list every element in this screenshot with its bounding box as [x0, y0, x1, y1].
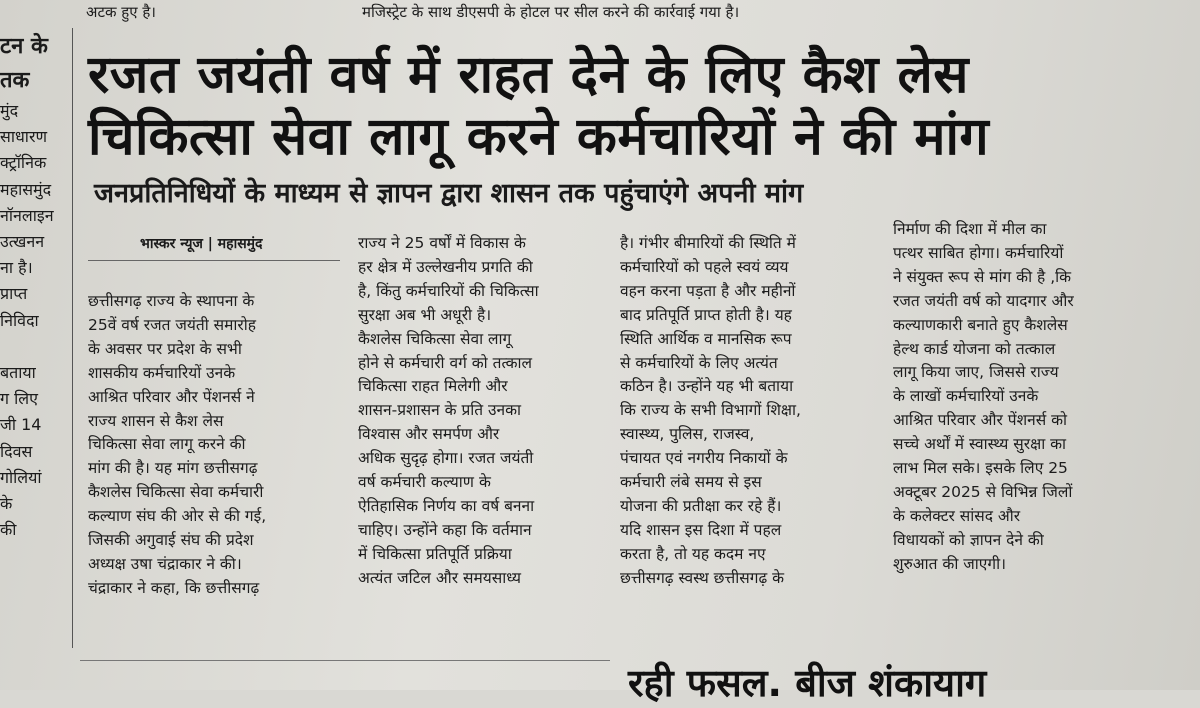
text-line: कैशलेस चिकित्सा सेवा कर्मचारी	[88, 483, 264, 502]
text-line: के अवसर पर प्रदेश के सभी	[88, 339, 242, 358]
text-line: बाद प्रतिपूर्ति प्राप्त होती है। यह	[620, 305, 792, 324]
adjacent-line	[0, 334, 66, 360]
text-line: हेल्थ कार्ड योजना को तत्काल	[893, 339, 1056, 358]
text-line: वहन करना पड़ता है और महीनों	[620, 281, 796, 300]
previous-story-strip	[0, 0, 1200, 26]
next-story-headline-fragment: रही फसल. बीज शंकायाग	[628, 661, 987, 705]
text-line: लाभ मिल सके। इसके लिए 25	[893, 459, 1068, 478]
text-line: रजत जयंती वर्ष को यादगार और	[893, 291, 1074, 310]
text-line: शासकीय कर्मचारियों उनके	[88, 363, 236, 382]
bottom-divider	[80, 660, 610, 661]
text-line: निर्माण की दिशा में मील का	[893, 220, 1047, 238]
article-column-3	[620, 232, 876, 591]
byline-divider	[88, 260, 340, 261]
text-line: विश्वास और समर्पण और	[358, 425, 500, 444]
text-line: पंचायत एवं नगरीय निकायों के	[620, 449, 788, 468]
text-line: कर्मचारियों को पहले स्वयं व्यय	[620, 257, 789, 276]
text-line: राज्य ने 25 वर्षों में विकास के	[358, 234, 526, 252]
text-line: अक्टूबर 2025 से विभिन्न जिलों	[893, 482, 1073, 501]
text-line: योजना की प्रतीक्षा कर रहे हैं।	[620, 496, 782, 515]
byline: भास्कर न्यूज | महासमुंद	[140, 236, 263, 252]
text-line: के लाखों कर्मचारियों उनके	[893, 387, 1039, 406]
adjacent-line: मुंद	[0, 101, 19, 120]
text-line: हर क्षेत्र में उल्लेखनीय प्रगति की	[358, 257, 533, 276]
adjacent-line: प्राप्त	[0, 284, 28, 304]
adjacent-line: बताया	[0, 363, 36, 383]
adjacent-line: महासमुंद	[0, 179, 52, 199]
adjacent-line: क्ट्रॉनिक	[0, 153, 47, 173]
article-column-2	[358, 232, 606, 591]
adjacent-line: ग लिए	[0, 389, 38, 409]
text-line: विधायकों को ज्ञापन देने की	[893, 530, 1044, 549]
text-line: छत्तीसगढ़ स्वस्थ छत्तीसगढ़ के	[620, 568, 785, 587]
previous-story-fragment-right: मजिस्ट्रेट के साथ डीएसपी के होटल पर सील करने की कार्रवाई गया है।	[362, 3, 740, 21]
adjacent-line: जी 14	[0, 415, 42, 435]
adjacent-line: निविदा	[0, 310, 39, 330]
text-line: लागू किया जाए, जिससे राज्य	[893, 363, 1059, 382]
text-line: है, किंतु कर्मचारियों की चिकित्सा	[358, 281, 539, 300]
adjacent-line: की	[0, 520, 17, 540]
article-column-4	[893, 218, 1143, 577]
text-line: मांग की है। यह मांग छत्तीसगढ़	[88, 459, 258, 478]
text-line: अत्यंत जटिल और समयसाध्य	[358, 568, 522, 587]
text-line: कर्मचारी लंबे समय से इस	[620, 473, 762, 492]
text-line: ऐतिहासिक निर्णय का वर्ष बनना	[358, 496, 535, 515]
text-line: करता है, तो यह कदम नए	[620, 544, 766, 563]
text-line: आश्रित परिवार और पेंशनर्स को	[893, 411, 1068, 430]
text-line: यदि शासन इस दिशा में पहल	[620, 520, 782, 539]
adjacent-line: तक	[0, 68, 30, 93]
text-line: सुरक्षा अब भी अधूरी है।	[358, 305, 492, 324]
text-line: कल्याणकारी बनाते हुए कैशलेस	[893, 315, 1068, 334]
headline-line-2: चिकित्सा सेवा लागू करने कर्मचारियों ने की मांग	[88, 107, 990, 167]
column-divider	[72, 28, 73, 648]
article-column-1	[88, 290, 340, 601]
text-line: के कलेक्टर सांसद और	[893, 506, 1021, 525]
article-headline	[88, 44, 1118, 168]
text-line: ने संयुक्त रूप से मांग की है ,कि	[893, 267, 1072, 286]
text-line: पत्थर साबित होगा। कर्मचारियों	[893, 243, 1064, 262]
text-line: में चिकित्सा प्रतिपूर्ति प्रक्रिया	[358, 544, 512, 563]
text-line: है। गंभीर बीमारियों की स्थिति में	[620, 234, 796, 252]
adjacent-line: गोलियां	[0, 467, 42, 487]
adjacent-line: ना है।	[0, 258, 33, 278]
adjacent-line: दिवस	[0, 441, 33, 461]
adjacent-line: उत्खनन	[0, 232, 45, 252]
text-line: सच्चे अर्थों में स्वास्थ्य सुरक्षा का	[893, 435, 1067, 454]
headline-line-1: रजत जयंती वर्ष में राहत देने के लिए कैश लेस	[88, 45, 969, 105]
text-line: अधिक सुदृढ़ होगा। रजत जयंती	[358, 449, 534, 468]
text-line: स्थिति आर्थिक व मानसिक रूप	[620, 329, 792, 348]
text-line: स्वास्थ्य, पुलिस, राजस्व,	[620, 425, 755, 444]
text-line: वर्ष कर्मचारी कल्याण के	[358, 473, 491, 492]
text-line: चंद्राकार ने कहा, कि छत्तीसगढ़	[88, 578, 260, 597]
text-line: कल्याण संघ की ओर से की गई,	[88, 507, 267, 526]
adjacent-column	[0, 30, 66, 650]
text-line: होने से कर्मचारी वर्ग को तत्काल	[358, 353, 533, 372]
text-line: चाहिए। उन्होंने कहा कि वर्तमान	[358, 520, 532, 539]
text-line: छत्तीसगढ़ राज्य के स्थापना के	[88, 292, 255, 310]
text-line: जिसकी अगुवाई संघ की प्रदेश	[88, 531, 254, 550]
text-line: अध्यक्ष उषा चंद्राकार ने की।	[88, 554, 242, 573]
previous-story-fragment-left: अटक हुए है।	[86, 3, 156, 21]
text-line: कठिन है। उन्होंने यह भी बताया	[620, 377, 794, 396]
text-line: आश्रित परिवार और पेंशनर्स ने	[88, 387, 255, 406]
text-line: राज्य शासन से कैश लेस	[88, 411, 224, 430]
text-line: 25वें वर्ष रजत जयंती समारोह	[88, 315, 256, 334]
text-line: शासन-प्रशासन के प्रति उनका	[358, 401, 522, 420]
text-line: कैशलेस चिकित्सा सेवा लागू	[358, 329, 512, 348]
text-line: चिकित्सा सेवा लागू करने की	[88, 435, 246, 454]
adjacent-line: साधारण	[0, 127, 48, 147]
article-subheadline: जनप्रतिनिधियों के माध्यम से ज्ञापन द्वारा शासन तक पहुंचाएंगे अपनी मांग	[94, 178, 804, 209]
text-line: चिकित्सा राहत मिलेगी और	[358, 377, 508, 396]
adjacent-line: टन के	[0, 34, 48, 59]
text-line: कि राज्य के सभी विभागों शिक्षा,	[620, 401, 801, 420]
text-line: से कर्मचारियों के लिए अत्यंत	[620, 353, 778, 372]
adjacent-line: के	[0, 494, 13, 514]
adjacent-line: नॉनलाइन	[0, 205, 54, 225]
text-line: शुरुआत की जाएगी।	[893, 554, 1006, 573]
